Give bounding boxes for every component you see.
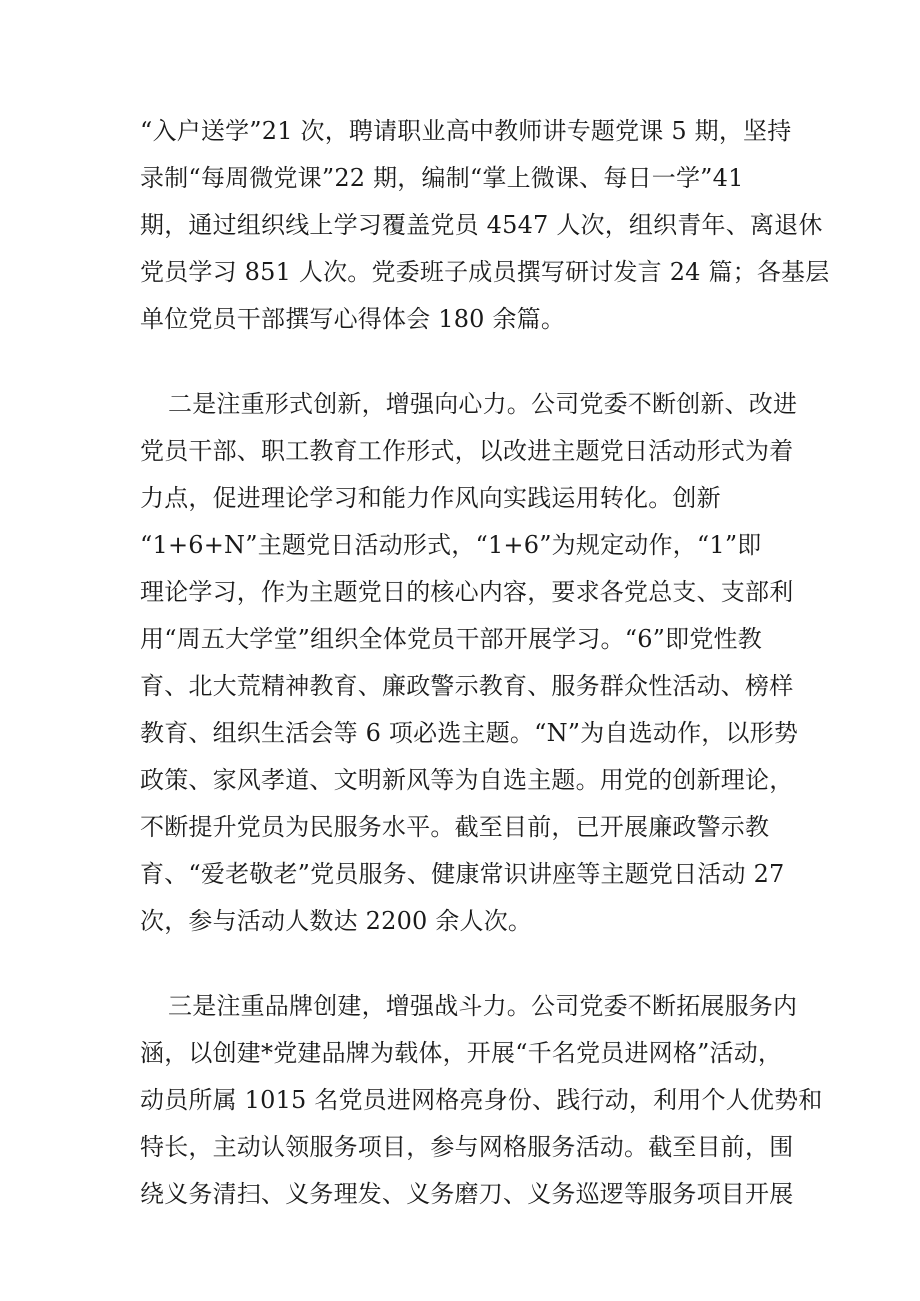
paragraph-3-line-5: 绕义务清扫、义务理发、义务磨刀、义务巡逻等服务项目开展	[140, 1180, 794, 1208]
paragraph-2-line-2: 党员干部、职工教育工作形式，以改进主题党日活动形式为着	[140, 437, 794, 465]
paragraph-3-line-1: 三是注重品牌创建，增强战斗力。公司党委不断拓展服务内	[168, 992, 798, 1020]
paragraph-2-line-8: 教育、组织生活会等 6 项必选主题。“N”为自选动作，以形势	[140, 719, 799, 747]
paragraph-2-line-10: 不断提升党员为民服务水平。截至目前，已开展廉政警示教	[140, 813, 770, 841]
paragraph-1-line-3: 期，通过组织线上学习覆盖党员 4547 人次，组织青年、离退休	[140, 211, 823, 239]
paragraph-2-line-7: 育、北大荒精神教育、廉政警示教育、服务群众性活动、榜样	[140, 672, 794, 700]
paragraph-3-line-3: 动员所属 1015 名党员进网格亮身份、践行动，利用个人优势和	[140, 1086, 823, 1114]
paragraph-2-line-3: 力点，促进理论学习和能力作风向实践运用转化。创新	[140, 484, 721, 512]
paragraph-1-line-1: “入户送学”21 次，聘请职业高中教师讲专题党课 5 期，坚持	[140, 117, 792, 145]
paragraph-2-line-6: 用“周五大学堂”组织全体党员干部开展学习。“6”即党性教	[140, 625, 762, 653]
paragraph-2-line-1: 二是注重形式创新，增强向心力。公司党委不断创新、改进	[168, 390, 798, 418]
paragraph-1-line-5: 单位党员干部撰写心得体会 180 余篇。	[140, 305, 566, 333]
paragraph-2-line-4: “1+6+N”主题党日活动形式，“1+6”为规定动作，“1”即	[140, 531, 762, 559]
paragraph-2-line-12: 次，参与活动人数达 2200 余人次。	[140, 907, 533, 935]
paragraph-3-line-4: 特长，主动认领服务项目，参与网格服务活动。截至目前，围	[140, 1133, 794, 1161]
paragraph-2-line-11: 育、“爱老敬老”党员服务、健康常识讲座等主题党日活动 27	[140, 860, 785, 888]
paragraph-3-line-2: 涵，以创建*党建品牌为载体，开展“千名党员进网格”活动，	[140, 1039, 783, 1067]
paragraph-2-line-9: 政策、家风孝道、文明新风等为自选主题。用党的创新理论，	[140, 766, 794, 794]
paragraph-1-line-2: 录制“每周微党课”22 期，编制“掌上微课、每日一学”41	[140, 164, 744, 192]
paragraph-2-line-5: 理论学习，作为主题党日的核心内容，要求各党总支、支部利	[140, 578, 794, 606]
paragraph-1-line-4: 党员学习 851 人次。党委班子成员撰写研讨发言 24 篇；各基层	[140, 258, 830, 286]
